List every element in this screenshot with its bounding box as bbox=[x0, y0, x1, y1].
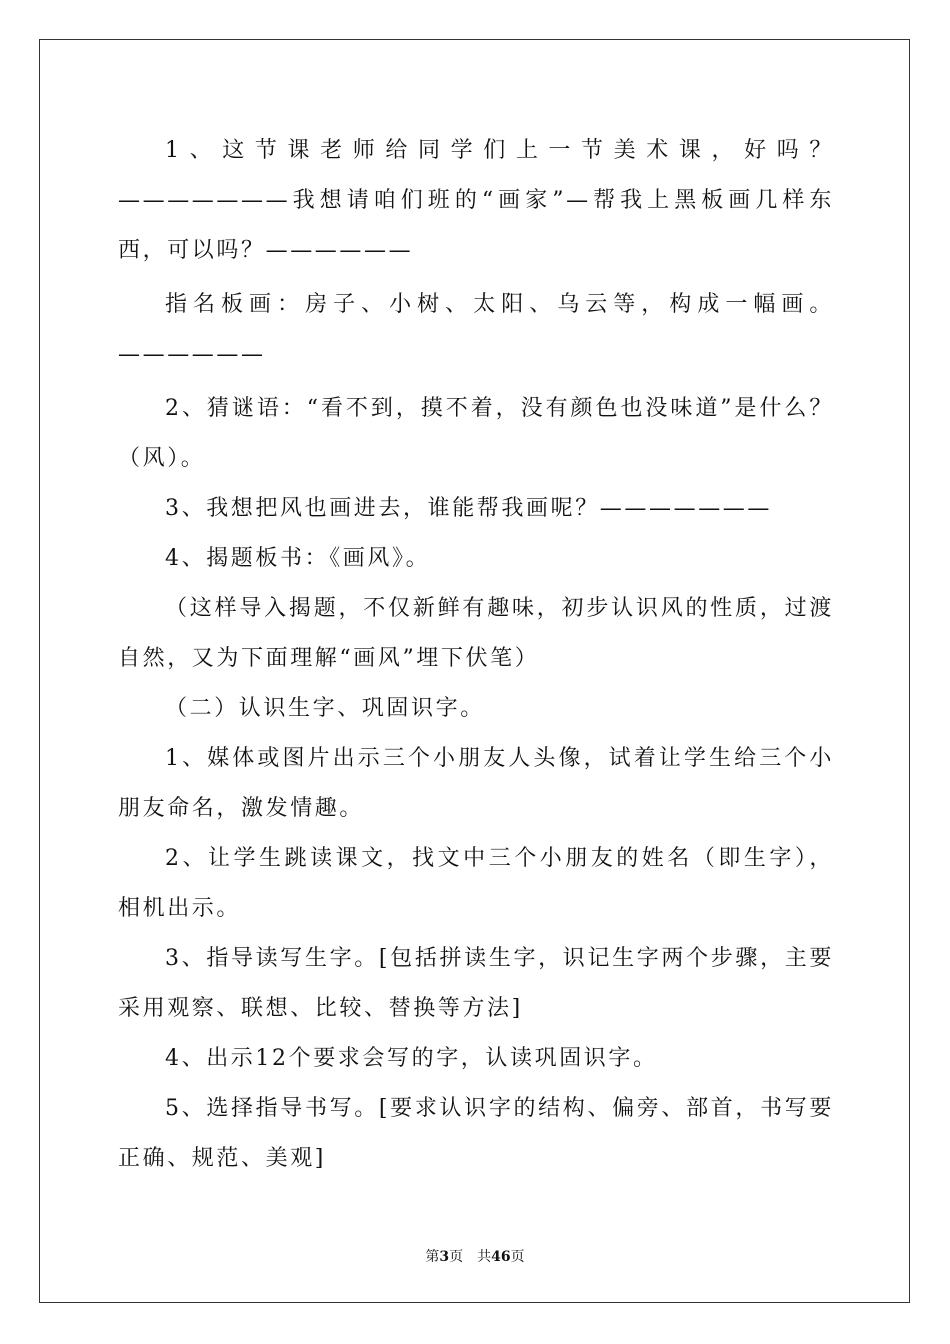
paragraph-3: 2、猜谜语：“看不到，摸不着，没有颜色也没味道”是什么？（风）。 bbox=[118, 396, 834, 471]
paragraph-7: 1、媒体或图片出示三个小朋友人头像，试着让学生给三个小朋友命名，激发情趣。 bbox=[118, 746, 834, 821]
document-body bbox=[118, 126, 834, 1184]
paragraph-10: 4、出示12个要求会写的字，认读巩固识字。 bbox=[165, 1046, 658, 1071]
paragraph-6: （这样导入揭题，不仅新鲜有趣味，初步认识风的性质，过渡自然，又为下面理解“画风”埋下伏笔） bbox=[118, 596, 834, 671]
paragraph-9: 3、指导读写生字。[包括拼读生字，识记生字两个步骤，主要采用观察、联想、比较、替换等方法] bbox=[118, 946, 834, 1021]
section-heading: （二）认识生字、巩固识字。 bbox=[165, 696, 485, 721]
paragraph-1: 1、这节课老师给同学们上一节美术课，好吗？———————我想请咱们班的“画家”—帮我上黑板画几样东西，可以吗？—————— bbox=[118, 138, 834, 263]
paragraph-8: 2、让学生跳读课文，找文中三个小朋友的姓名（即生字），相机出示。 bbox=[118, 846, 834, 921]
page-footer bbox=[0, 1246, 950, 1266]
footer-suffix: 页 bbox=[510, 1249, 525, 1265]
paragraph-11: 5、选择指导书写。[要求认识字的结构、偏旁、部首，书写要正确、规范、美观] bbox=[118, 1096, 834, 1171]
paragraph-4: 3、我想把风也画进去，谁能帮我画呢？——————— bbox=[165, 496, 772, 521]
footer-prefix: 第 bbox=[425, 1249, 440, 1265]
paragraph-5: 4、揭题板书：《画风》。 bbox=[165, 546, 431, 571]
footer-mid: 页 共 bbox=[449, 1249, 492, 1265]
paragraph-2: 指名板画：房子、小树、太阳、乌云等，构成一幅画。—————— bbox=[118, 292, 834, 367]
footer-page-number: 3 bbox=[439, 1249, 450, 1265]
footer-total-pages: 46 bbox=[491, 1249, 511, 1265]
